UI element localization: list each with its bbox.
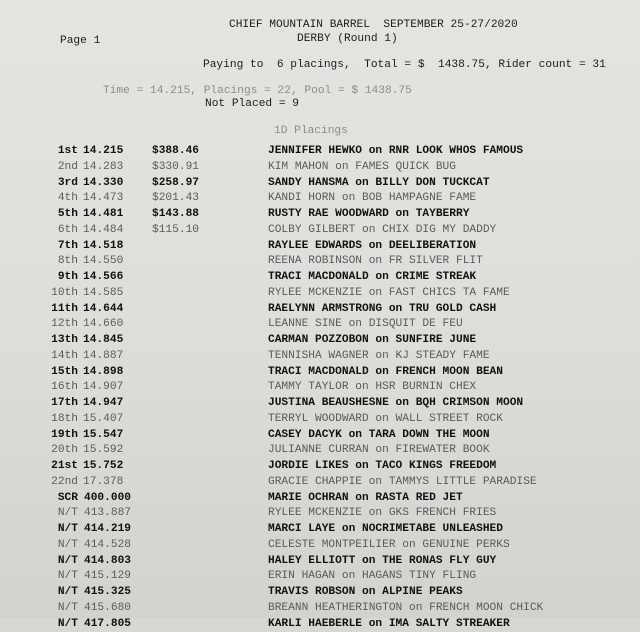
table-row — [0, 428, 640, 444]
placing-rank: 14th — [44, 349, 78, 363]
placing-rank: 10th — [44, 286, 78, 300]
rider-horse: MARCI LAYE on NOCRIMETABE UNLEASHED — [268, 522, 503, 536]
table-row — [0, 160, 640, 176]
rider-horse: JENNIFER HEWKO on RNR LOOK WHOS FAMOUS — [268, 144, 523, 158]
placing-rank: 17th — [44, 396, 78, 410]
table-row — [0, 506, 640, 522]
rider-horse: HALEY ELLIOTT on THE RONAS FLY GUY — [268, 554, 496, 568]
time-summary: Time = 14.215, Placings = 22, Pool = $ 1438.75 — [103, 85, 412, 98]
table-row — [0, 239, 640, 255]
table-row — [0, 538, 640, 554]
round-title: DERBY (Round 1) — [297, 33, 398, 46]
placing-rank: N/T — [44, 617, 78, 631]
table-row — [0, 601, 640, 617]
placing-time: 413.887 — [84, 506, 150, 520]
table-row — [0, 569, 640, 585]
placing-rank: N/T — [44, 522, 78, 536]
rider-horse: TENNISHA WAGNER on KJ STEADY FAME — [268, 349, 490, 363]
table-row — [0, 317, 640, 333]
placing-time: 14.283 — [83, 160, 149, 174]
placing-rank: 21st — [44, 459, 78, 473]
placing-time: 14.473 — [83, 191, 149, 205]
table-row — [0, 144, 640, 160]
placing-rank: 5th — [44, 207, 78, 221]
table-row — [0, 585, 640, 601]
placing-rank: N/T — [44, 585, 78, 599]
table-row — [0, 475, 640, 491]
table-row — [0, 554, 640, 570]
placing-time: 415.129 — [84, 569, 150, 583]
placing-rank: N/T — [44, 506, 78, 520]
table-row — [0, 412, 640, 428]
placing-rank: SCR — [44, 491, 78, 505]
placing-time: 14.518 — [83, 239, 149, 253]
placing-rank: 4th — [44, 191, 78, 205]
rider-horse: CASEY DACYK on TARA DOWN THE MOON — [268, 428, 490, 442]
event-title: CHIEF MOUNTAIN BARREL SEPTEMBER 25-27/2020 — [229, 19, 518, 32]
rider-horse: REENA ROBINSON on FR SILVER FLIT — [268, 254, 483, 268]
table-row — [0, 207, 640, 223]
placing-prize: $201.43 — [152, 191, 199, 205]
not-placed-count: Not Placed = 9 — [205, 98, 299, 111]
placing-rank: 13th — [44, 333, 78, 347]
placing-rank: N/T — [44, 554, 78, 568]
placing-time: 14.660 — [83, 317, 149, 331]
rider-horse: RAYLEE EDWARDS on DEELIBERATION — [268, 239, 476, 253]
rider-horse: TRAVIS ROBSON on ALPINE PEAKS — [268, 585, 463, 599]
table-row — [0, 617, 640, 632]
placing-rank: 20th — [44, 443, 78, 457]
placing-prize: $388.46 — [152, 144, 199, 158]
table-row — [0, 270, 640, 286]
placing-rank: N/T — [44, 601, 78, 615]
rider-horse: KANDI HORN on BOB HAMPAGNE FAME — [268, 191, 476, 205]
placing-rank: 18th — [44, 412, 78, 426]
placing-time: 417.805 — [84, 617, 150, 631]
rider-horse: COLBY GILBERT on CHIX DIG MY DADDY — [268, 223, 496, 237]
rider-horse: TAMMY TAYLOR on HSR BURNIN CHEX — [268, 380, 476, 394]
table-row — [0, 286, 640, 302]
table-row — [0, 459, 640, 475]
rider-horse: JUSTINA BEAUSHESNE on BQH CRIMSON MOON — [268, 396, 523, 410]
placing-rank: 22nd — [44, 475, 78, 489]
rider-horse: BREANN HEATHERINGTON on FRENCH MOON CHICK — [268, 601, 543, 615]
table-row — [0, 223, 640, 239]
rider-horse: JULIANNE CURRAN on FIREWATER BOOK — [268, 443, 490, 457]
placing-rank: 16th — [44, 380, 78, 394]
placings-list — [0, 144, 640, 632]
placing-time: 14.947 — [83, 396, 149, 410]
table-row — [0, 191, 640, 207]
placing-time: 14.215 — [83, 144, 149, 158]
placing-prize: $258.97 — [152, 176, 199, 190]
page-number: Page 1 — [60, 35, 100, 48]
placing-time: 415.325 — [84, 585, 150, 599]
rider-horse: RYLEE MCKENZIE on FAST CHICS TA FAME — [268, 286, 510, 300]
table-row — [0, 522, 640, 538]
placing-time: 414.528 — [84, 538, 150, 552]
rider-horse: LEANNE SINE on DISQUIT DE FEU — [268, 317, 463, 331]
placing-prize: $330.91 — [152, 160, 199, 174]
placing-time: 14.481 — [83, 207, 149, 221]
placing-time: 14.898 — [83, 365, 149, 379]
table-row — [0, 302, 640, 318]
table-row — [0, 349, 640, 365]
rider-horse: TERRYL WOODWARD on WALL STREET ROCK — [268, 412, 503, 426]
table-row — [0, 254, 640, 270]
placing-time: 15.592 — [83, 443, 149, 457]
placing-time: 14.887 — [83, 349, 149, 363]
placing-time: 15.547 — [83, 428, 149, 442]
placing-time: 414.803 — [84, 554, 150, 568]
section-heading: 1D Placings — [274, 125, 348, 138]
placing-rank: 8th — [44, 254, 78, 268]
placing-time: 14.330 — [83, 176, 149, 190]
placing-time: 14.550 — [83, 254, 149, 268]
placing-time: 14.644 — [83, 302, 149, 316]
table-row — [0, 365, 640, 381]
table-row — [0, 380, 640, 396]
placing-rank: 11th — [44, 302, 78, 316]
placing-rank: N/T — [44, 538, 78, 552]
placing-rank: 2nd — [44, 160, 78, 174]
rider-horse: MARIE OCHRAN on RASTA RED JET — [268, 491, 463, 505]
rider-horse: JORDIE LIKES on TACO KINGS FREEDOM — [268, 459, 496, 473]
placing-time: 14.484 — [83, 223, 149, 237]
placing-rank: 6th — [44, 223, 78, 237]
table-row — [0, 443, 640, 459]
rider-horse: RYLEE MCKENZIE on GKS FRENCH FRIES — [268, 506, 496, 520]
rider-horse: KIM MAHON on FAMES QUICK BUG — [268, 160, 456, 174]
placing-rank: 19th — [44, 428, 78, 442]
paying-summary: Paying to 6 placings, Total = $ 1438.75, Rider count = 31 — [203, 59, 606, 72]
table-row — [0, 176, 640, 192]
rider-horse: RAELYNN ARMSTRONG on TRU GOLD CASH — [268, 302, 496, 316]
rider-horse: ERIN HAGAN on HAGANS TINY FLING — [268, 569, 476, 583]
table-row — [0, 396, 640, 412]
placing-time: 15.407 — [83, 412, 149, 426]
placing-rank: 9th — [44, 270, 78, 284]
rider-horse: RUSTY RAE WOODWARD on TAYBERRY — [268, 207, 469, 221]
rider-horse: SANDY HANSMA on BILLY DON TUCKCAT — [268, 176, 490, 190]
placing-time: 15.752 — [83, 459, 149, 473]
rider-horse: TRACI MACDONALD on FRENCH MOON BEAN — [268, 365, 503, 379]
placing-rank: 7th — [44, 239, 78, 253]
placing-rank: 1st — [44, 144, 78, 158]
placing-time: 14.845 — [83, 333, 149, 347]
table-row — [0, 333, 640, 349]
placing-rank: 15th — [44, 365, 78, 379]
rider-horse: KARLI HAEBERLE on IMA SALTY STREAKER — [268, 617, 510, 631]
placing-prize: $143.88 — [152, 207, 199, 221]
placing-time: 400.000 — [84, 491, 150, 505]
placing-time: 415.680 — [84, 601, 150, 615]
rider-horse: CELESTE MONTPEILIER on GENUINE PERKS — [268, 538, 510, 552]
rider-horse: GRACIE CHAPPIE on TAMMYS LITTLE PARADISE — [268, 475, 537, 489]
rider-horse: TRACI MACDONALD on CRIME STREAK — [268, 270, 476, 284]
placing-rank: N/T — [44, 569, 78, 583]
table-row — [0, 491, 640, 507]
placing-time: 17.378 — [83, 475, 149, 489]
placing-time: 14.566 — [83, 270, 149, 284]
rider-horse: CARMAN POZZOBON on SUNFIRE JUNE — [268, 333, 476, 347]
placing-time: 14.585 — [83, 286, 149, 300]
placing-rank: 12th — [44, 317, 78, 331]
placing-rank: 3rd — [44, 176, 78, 190]
placing-time: 14.907 — [83, 380, 149, 394]
placing-time: 414.219 — [84, 522, 150, 536]
placing-prize: $115.10 — [152, 223, 199, 237]
